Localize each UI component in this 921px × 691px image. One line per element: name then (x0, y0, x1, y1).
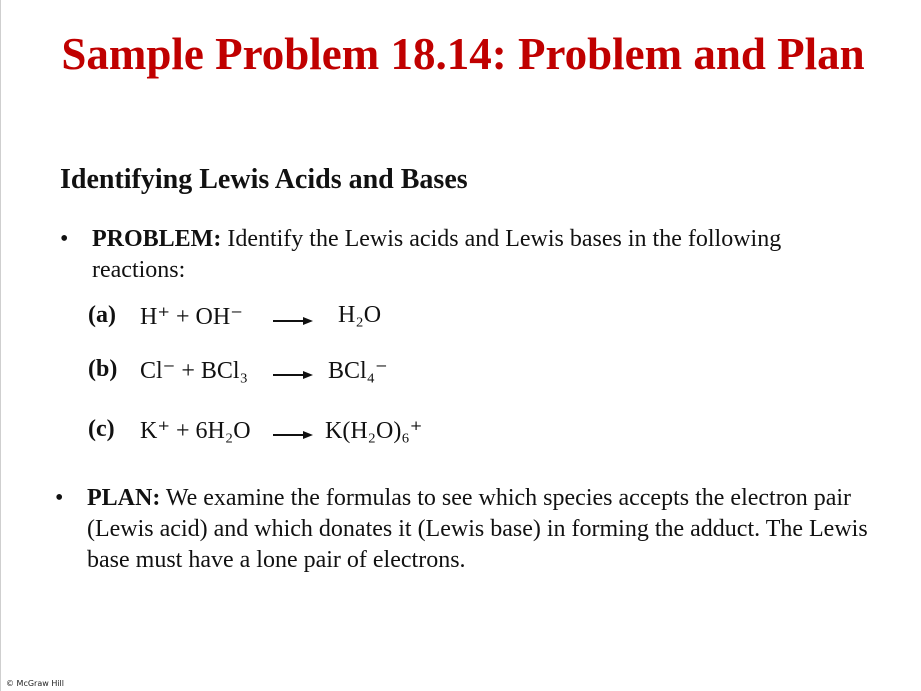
problem-label: PROBLEM: (92, 226, 222, 252)
reaction-product: BCl₄⁻ (328, 358, 388, 384)
reaction-a (88, 302, 408, 336)
section-heading: Identifying Lewis Acids and Bases (60, 164, 468, 195)
plan-text (87, 483, 875, 576)
plan-label: PLAN: (87, 485, 161, 511)
copyright-footer: © McGraw Hill (6, 679, 65, 688)
bullet-icon: • (60, 226, 69, 252)
reaction-reactants: Cl⁻ + BCl₃ (140, 358, 248, 384)
bullet-icon: • (55, 485, 64, 511)
reaction-reactants: K⁺ + 6H₂O (140, 418, 251, 444)
reaction-product: K(H₂O)₆⁺ (325, 418, 423, 444)
reaction-label: (a) (88, 302, 116, 328)
slide-title: Sample Problem 18.14: Problem and Plan (61, 29, 865, 79)
reaction-reactants: H⁺ + OH⁻ (140, 304, 243, 330)
problem-text (92, 224, 850, 286)
plan-body: We examine the formulas to see which species accepts the electron pair (Lewis acid) and which donates it (Lewis base) in forming the adduct. The Lewis base must have a lone pair of electrons. (87, 485, 868, 573)
right-arrow-icon (273, 316, 313, 326)
reaction-c (88, 416, 448, 450)
reaction-label: (c) (88, 416, 115, 442)
right-arrow-icon (273, 370, 313, 380)
reaction-product: H₂O (338, 302, 382, 328)
reaction-label: (b) (88, 356, 118, 382)
slide-border (0, 0, 1, 691)
reaction-b (88, 356, 408, 390)
right-arrow-icon (273, 430, 313, 440)
problem-body: Identify the Lewis acids and Lewis bases in the following reactions: (92, 226, 782, 283)
